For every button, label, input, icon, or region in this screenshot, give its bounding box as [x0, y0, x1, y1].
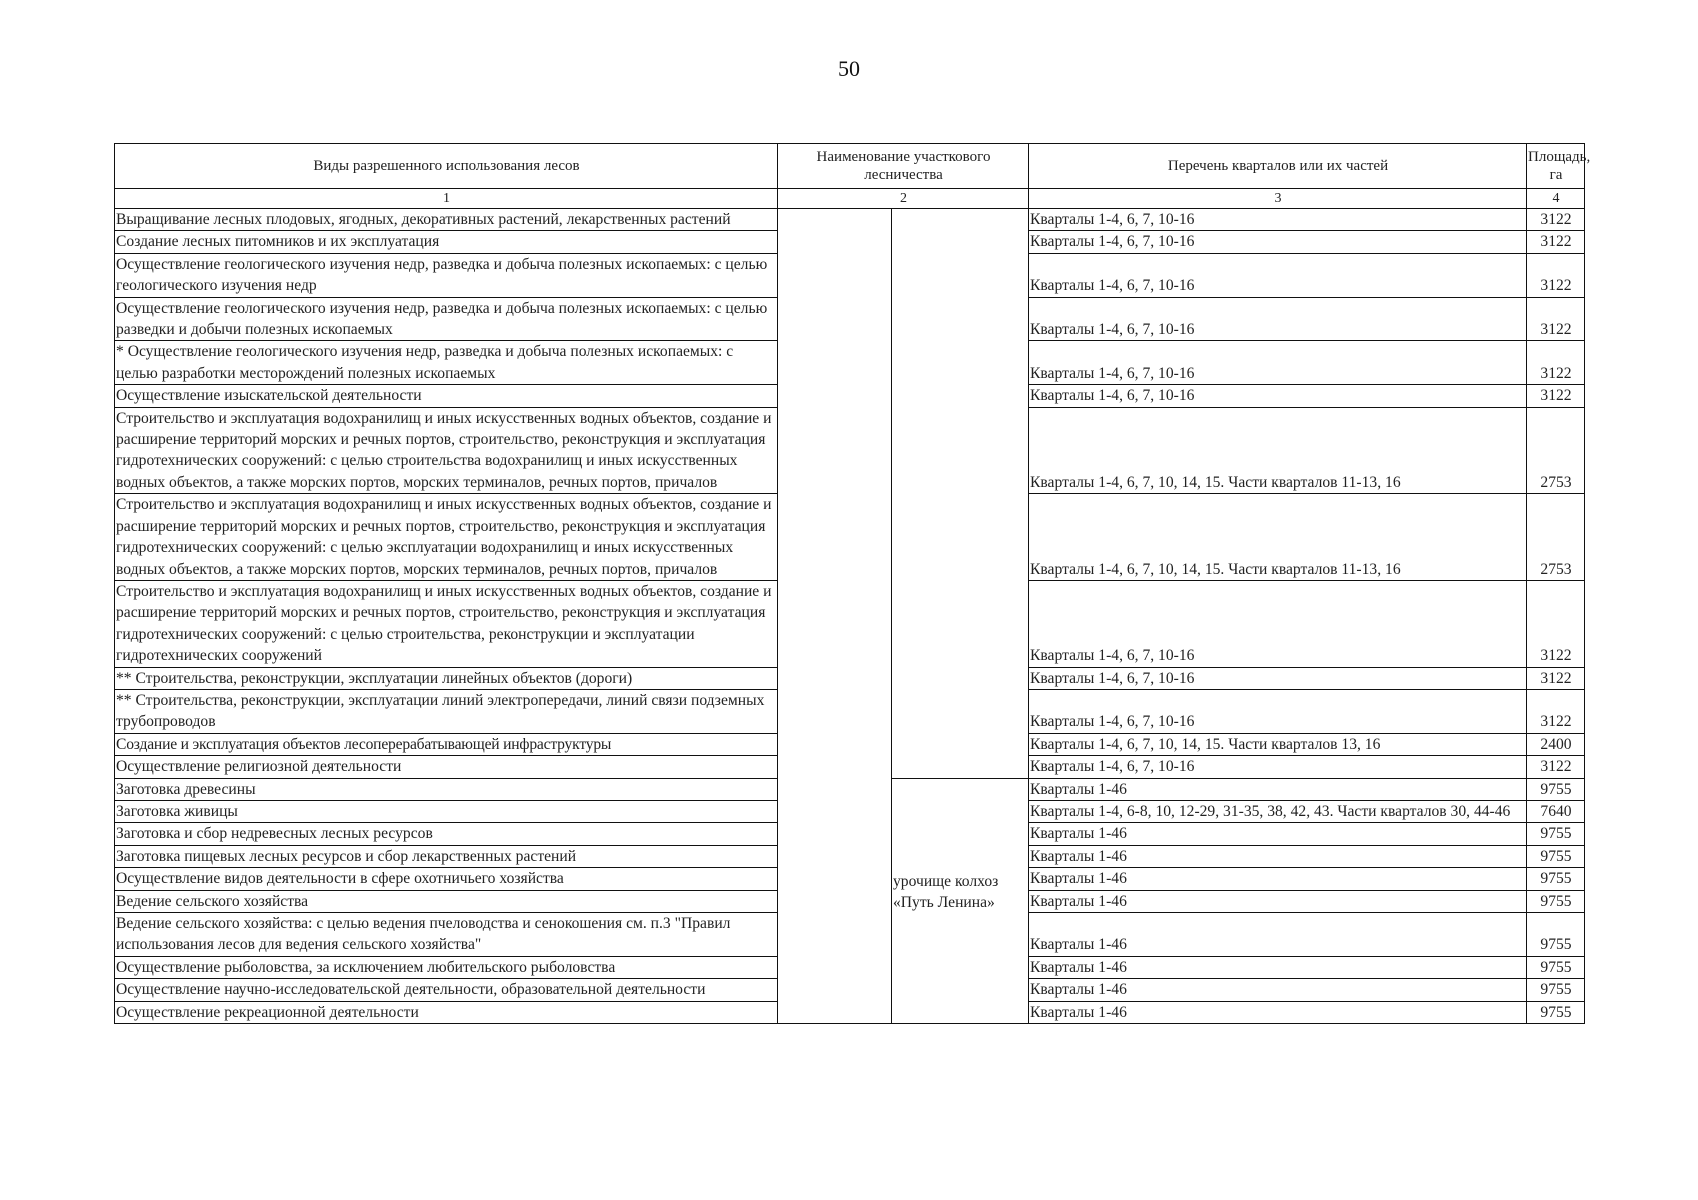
use-kind-cell: Осуществление научно-исследовательской деятельности, образовательной деятельности	[115, 979, 778, 1001]
page-number: 50	[838, 56, 860, 81]
area-cell: 9755	[1527, 845, 1585, 867]
use-kind-cell: Заготовка и сбор недревесных лесных ресурсов	[115, 823, 778, 845]
district-blank-cell	[892, 209, 1029, 779]
column-number: 4	[1527, 189, 1585, 209]
area-cell: 3122	[1527, 580, 1585, 667]
use-kind-cell: Осуществление изыскательской деятельности	[115, 385, 778, 407]
area-cell: 9755	[1527, 868, 1585, 890]
use-kind-cell: Осуществление религиозной деятельности	[115, 756, 778, 778]
quarters-cell: Кварталы 1-46	[1029, 1001, 1527, 1023]
quarters-cell: Кварталы 1-4, 6, 7, 10-16	[1029, 209, 1527, 231]
area-cell: 3122	[1527, 341, 1585, 385]
area-cell: 2400	[1527, 733, 1585, 755]
area-cell: 9755	[1527, 913, 1585, 957]
quarters-cell: Кварталы 1-46	[1029, 913, 1527, 957]
table-header-row	[115, 144, 1585, 189]
area-cell: 2753	[1527, 407, 1585, 494]
quarters-cell: Кварталы 1-4, 6, 7, 10, 14, 15. Части кварталов 13, 16	[1029, 733, 1527, 755]
use-kind-cell: Строительство и эксплуатация водохранилищ и иных искусственных водных объектов, создание и расширение территорий морских и речных портов, строительство, реконструкция и эксплуатация гидротехнических сооружений: с целью эксплуатации водохранилищ и иных искусственных водных объектов, а также морских портов, морских терминалов, речных портов, причалов	[115, 494, 778, 581]
use-kind-cell: * Осуществление геологического изучения недр, разведка и добыча полезных ископаемых: с целью разработки месторождений полезных ископаемых	[115, 341, 778, 385]
use-kind-cell: Выращивание лесных плодовых, ягодных, декоративных растений, лекарственных растений	[115, 209, 778, 231]
use-kind-cell: ** Строительства, реконструкции, эксплуатации линейных объектов (дороги)	[115, 667, 778, 689]
area-cell: 3122	[1527, 667, 1585, 689]
district-name-cell	[892, 778, 1029, 1023]
district-name: урочище колхоз «Путь Ленина»	[893, 873, 999, 912]
quarters-cell: Кварталы 1-4, 6, 7, 10-16	[1029, 253, 1527, 297]
area-cell: 3122	[1527, 297, 1585, 341]
use-kind-cell: Осуществление видов деятельности в сфере охотничьего хозяйства	[115, 868, 778, 890]
area-cell: 9755	[1527, 823, 1585, 845]
header-quarters: Перечень кварталов или их частей	[1029, 144, 1527, 189]
quarters-cell: Кварталы 1-46	[1029, 956, 1527, 978]
use-kind-cell: Осуществление рекреационной деятельности	[115, 1001, 778, 1023]
quarters-cell: Кварталы 1-4, 6, 7, 10-16	[1029, 385, 1527, 407]
quarters-cell: Кварталы 1-4, 6, 7, 10-16	[1029, 667, 1527, 689]
area-cell: 9755	[1527, 956, 1585, 978]
area-cell: 9755	[1527, 778, 1585, 800]
use-kind-cell: ** Строительства, реконструкции, эксплуатации линий электропередачи, линий связи подземных трубопроводов	[115, 689, 778, 733]
use-kind-cell: Осуществление геологического изучения недр, разведка и добыча полезных ископаемых: с целью разведки и добычи полезных ископаемых	[115, 297, 778, 341]
forest-use-table	[114, 143, 1591, 1024]
area-cell: 9755	[1527, 979, 1585, 1001]
area-cell: 3122	[1527, 756, 1585, 778]
quarters-cell: Кварталы 1-4, 6, 7, 10-16	[1029, 756, 1527, 778]
header-kind: Виды разрешенного использования лесов	[115, 144, 778, 189]
table-row	[115, 209, 1585, 231]
area-cell: 2753	[1527, 494, 1585, 581]
use-kind-cell: Осуществление геологического изучения недр, разведка и добыча полезных ископаемых: с целью геологического изучения недр	[115, 253, 778, 297]
quarters-cell: Кварталы 1-46	[1029, 823, 1527, 845]
header-area: Площадь, га	[1527, 144, 1585, 189]
quarters-cell: Кварталы 1-4, 6, 7, 10-16	[1029, 231, 1527, 253]
quarters-cell: Кварталы 1-4, 6, 7, 10, 14, 15. Части кварталов 11-13, 16	[1029, 494, 1527, 581]
area-cell: 9755	[1527, 1001, 1585, 1023]
district-spacer-cell	[778, 209, 892, 1024]
use-kind-cell: Ведение сельского хозяйства	[115, 890, 778, 912]
use-kind-cell: Создание и эксплуатация объектов лесоперерабатывающей инфраструктуры	[115, 733, 778, 755]
use-kind-cell: Строительство и эксплуатация водохранилищ и иных искусственных водных объектов, создание и расширение территорий морских и речных портов, строительство, реконструкция и эксплуатация гидротехнических сооружений: с целью строительства, реконструкции и эксплуатации гидротехнических сооружений	[115, 580, 778, 667]
area-cell: 3122	[1527, 231, 1585, 253]
quarters-cell: Кварталы 1-4, 6, 7, 10-16	[1029, 297, 1527, 341]
quarters-cell: Кварталы 1-4, 6, 7, 10-16	[1029, 580, 1527, 667]
column-number: 1	[115, 189, 778, 209]
quarters-cell: Кварталы 1-4, 6, 7, 10-16	[1029, 341, 1527, 385]
column-number: 2	[778, 189, 1029, 209]
column-number: 3	[1029, 189, 1527, 209]
quarters-cell: Кварталы 1-46	[1029, 979, 1527, 1001]
area-cell: 3122	[1527, 689, 1585, 733]
quarters-cell: Кварталы 1-46	[1029, 778, 1527, 800]
quarters-cell: Кварталы 1-46	[1029, 868, 1527, 890]
use-kind-cell: Заготовка живицы	[115, 800, 778, 822]
column-number-row	[115, 189, 1585, 209]
quarters-cell: Кварталы 1-4, 6-8, 10, 12-29, 31-35, 38, 42, 43. Части кварталов 30, 44-46	[1029, 800, 1527, 822]
use-kind-cell: Заготовка пищевых лесных ресурсов и сбор лекарственных растений	[115, 845, 778, 867]
quarters-cell: Кварталы 1-4, 6, 7, 10, 14, 15. Части кварталов 11-13, 16	[1029, 407, 1527, 494]
use-kind-cell: Ведение сельского хозяйства: с целью ведения пчеловодства и сенокошения см. п.3 "Правил использования лесов для ведения сельского хозяйства"	[115, 913, 778, 957]
use-kind-cell: Строительство и эксплуатация водохранилищ и иных искусственных водных объектов, создание и расширение территорий морских и речных портов, строительство, реконструкция и эксплуатация гидротехнических сооружений: с целью строительства водохранилищ и иных искусственных водных объектов, а также морских портов, морских терминалов, речных портов, причалов	[115, 407, 778, 494]
area-cell: 7640	[1527, 800, 1585, 822]
area-cell: 3122	[1527, 209, 1585, 231]
use-kind-cell: Заготовка древесины	[115, 778, 778, 800]
quarters-cell: Кварталы 1-46	[1029, 845, 1527, 867]
area-cell: 3122	[1527, 385, 1585, 407]
quarters-cell: Кварталы 1-46	[1029, 890, 1527, 912]
area-cell: 3122	[1527, 253, 1585, 297]
quarters-cell: Кварталы 1-4, 6, 7, 10-16	[1029, 689, 1527, 733]
use-kind-cell: Создание лесных питомников и их эксплуатация	[115, 231, 778, 253]
use-kind-cell: Осуществление рыболовства, за исключением любительского рыболовства	[115, 956, 778, 978]
header-district: Наименование участкового лесничества	[778, 144, 1029, 189]
area-cell: 9755	[1527, 890, 1585, 912]
